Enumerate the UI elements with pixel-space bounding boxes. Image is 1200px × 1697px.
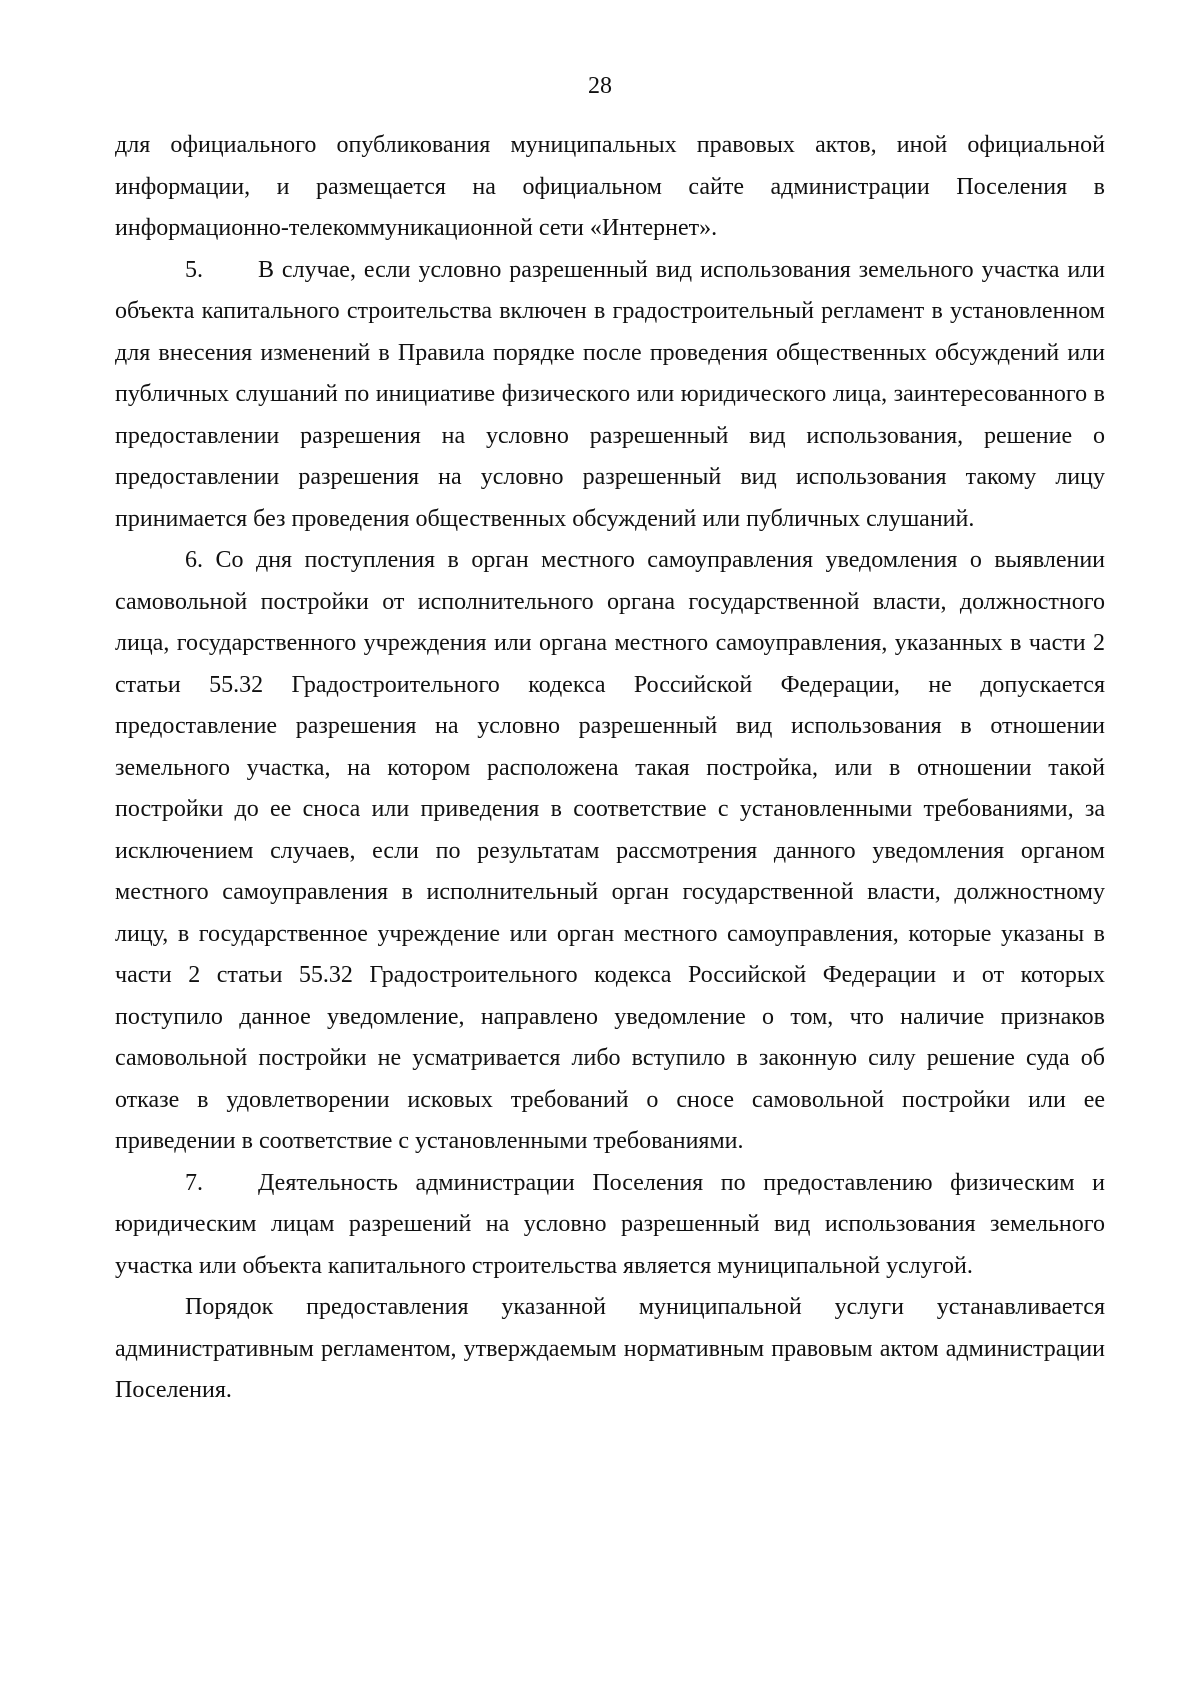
paragraph-item-5 (115, 250, 1105, 541)
paragraph-text: В случае, если условно разрешенный вид использования земельного участка или объекта капитального строительства включен в градостроительный регламент в установленном для внесения изменений в Правила порядке после проведения общественных обсуждений или публичных слушаний по инициативе физического или юридического лица, заинтересованного в предоставлении разрешения на условно разрешенный вид использования, решение о предоставлении разрешения на условно разрешенный вид использования такому лицу принимается без проведения общественных обсуждений или публичных слушаний. (115, 256, 1105, 532)
paragraph-text: Деятельность администрации Поселения по предоставлению физическим и юридическим лицам разрешений на условно разрешенный вид использования земельного участка или объекта капитального строительства является муниципальной услугой. (115, 1169, 1105, 1279)
paragraph-text: 6. Со дня поступления в орган местного самоуправления уведомления о выявлении самовольной постройки от исполнительного органа государственной власти, должностного лица, государственного учреждения или органа местного самоуправления, указанных в части 2 статьи 55.32 Градостроительного кодекса Российской Федерации, не допускается предоставление разрешения на условно разрешенный вид использования в отношении земельного участка, на котором расположена такая постройка, или в отношении такой постройки до ее сноса или приведения в соответствие с установленными требованиями, за исключением случаев, если по результатам рассмотрения данного уведомления органом местного самоуправления в исполнительный орган государственной власти, должностному лицу, в государственное учреждение или орган местного самоуправления, которые указаны в части 2 статьи 55.32 Градостроительного кодекса Российской Федерации и от которых поступило данное уведомление, направлено уведомление о том, что наличие признаков самовольной постройки не усматривается либо вступило в законную силу решение суда об отказе в удовлетворении исковых требований о сносе самовольной постройки или ее приведении в соответствие с установленными требованиями. (115, 547, 1105, 1154)
paragraph-item-6 (115, 540, 1105, 1163)
document-body (115, 125, 1105, 1412)
paragraph-text: для официального опубликования муниципальных правовых актов, иной официальной информации, и размещается на официальном сайте администрации Поселения в информационно-телекоммуникационной сети «Интернет». (115, 132, 1105, 241)
paragraph-continued (115, 125, 1105, 250)
item-number: 5. (185, 256, 203, 283)
paragraph-procedure (115, 1287, 1105, 1412)
page-number: 28 (588, 73, 612, 99)
paragraph-item-7 (115, 1163, 1105, 1288)
paragraph-text: Порядок предоставления указанной муниципальной услуги устанавливается административным регламентом, утверждаемым нормативным правовым актом администрации Поселения. (115, 1294, 1105, 1403)
item-number: 7. (185, 1169, 203, 1196)
